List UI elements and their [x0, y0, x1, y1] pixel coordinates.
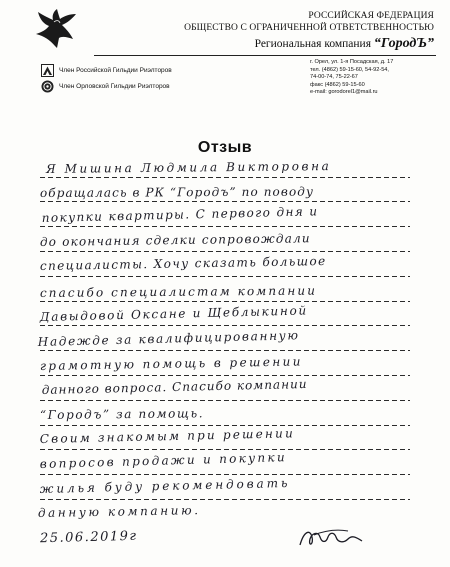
ruled-line — [40, 226, 410, 227]
ruled-line — [40, 276, 410, 277]
company-prefix: Региональная компания — [254, 38, 371, 50]
handwriting-line: до окончания сделки сопровождали — [39, 231, 311, 249]
russian-guild-logo-icon — [41, 64, 54, 77]
contact-fax: факс (4862) 59-15-60 — [310, 81, 365, 88]
ruled-line — [40, 177, 410, 178]
handwritten-date: 25.06.2019г — [39, 528, 138, 547]
contact-phone-2: 74-00-74, 75-22-67 — [310, 74, 358, 80]
handwriting-line: данную компанию. — [37, 503, 201, 520]
handwriting-line: специалисты. Хочу сказать большое — [39, 253, 327, 273]
ruled-line — [40, 201, 410, 202]
ruled-line — [40, 449, 410, 450]
handwriting-line: вопросов продажи и покупки — [39, 450, 288, 471]
contact-phone: тел. (4862) 59-15-60, 54-92-54, — [310, 66, 389, 73]
handwriting-line: спасибо специалистам компании — [39, 283, 318, 300]
orel-guild-logo-icon — [41, 80, 54, 93]
ruled-line — [40, 350, 410, 351]
guild-membership-russian: Член Российской Гильдии Риэлторов — [59, 67, 172, 74]
handwriting-line: Давыдовой Оксане и Щеблыкиной — [39, 303, 308, 324]
ruled-line — [40, 251, 410, 252]
handwriting-line: покупки квартиры. С первого дня и — [41, 204, 319, 225]
ruled-line — [40, 499, 410, 500]
handwriting-line: Своим знакомым при решении — [39, 426, 296, 446]
ruled-line — [40, 400, 410, 401]
ruled-line — [40, 474, 410, 475]
company-name: “ГородЪ” — [373, 36, 434, 51]
page-title: Отзыв — [197, 139, 253, 156]
eagle-logo-icon — [30, 6, 80, 52]
handwriting-line: данного вопроса. Спасибо компании — [41, 376, 308, 397]
header-org-type: ОБЩЕСТВО С ОГРАНИЧЕННОЙ ОТВЕТСТВЕННОСТЬЮ — [184, 23, 434, 33]
header-company — [255, 36, 434, 52]
ruled-line — [40, 301, 410, 302]
handwriting-line: обращалась в РК “Городъ” по поводу — [39, 184, 315, 200]
contact-address: г. Орел, ул. 1-я Посадская, д. 17 — [310, 59, 394, 65]
contact-email: e-mail: gorodorel1@mail.ru — [310, 89, 378, 95]
handwriting-line: жилья буду рекомендовать — [39, 475, 291, 496]
guild-membership-orel: Член Орловской Гильдии Риэлторов — [59, 83, 170, 90]
signature-icon — [296, 525, 366, 551]
ruled-line — [40, 375, 410, 376]
ruled-line — [40, 425, 410, 426]
handwriting-line: Я Мишина Людмила Викторовна — [45, 159, 332, 176]
header-country: РОССИЙСКАЯ ФЕДЕРАЦИЯ — [308, 11, 434, 21]
ruled-line — [40, 325, 410, 326]
contact-block — [310, 59, 393, 97]
handwriting-line: грамотную помощь в решении — [39, 354, 303, 373]
handwriting-line: Надежде за квалифицированную — [37, 328, 300, 349]
header-divider — [94, 55, 436, 56]
handwriting-line: “Городъ” за помощь. — [39, 406, 205, 422]
